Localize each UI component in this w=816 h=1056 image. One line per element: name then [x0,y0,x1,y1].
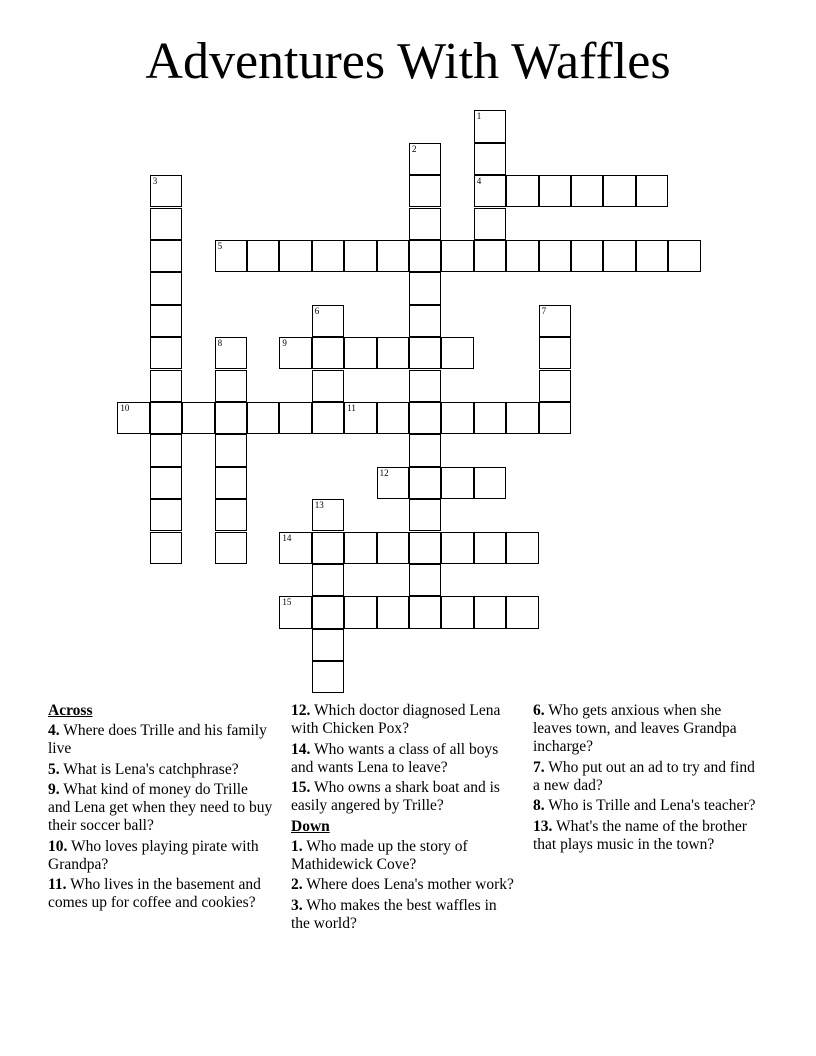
grid-cell[interactable] [539,370,571,402]
clues-column-3 [533,702,763,856]
grid-cell[interactable] [571,240,603,272]
cell-number: 9 [282,338,287,349]
clue-down-7: 7. Who put out an ad to try and find a new dad? [533,758,755,794]
grid-cell[interactable] [377,337,409,369]
down-heading: Down [291,817,330,835]
cell-number: 12 [379,467,389,478]
grid-cell[interactable] [539,240,571,272]
cell-number: 14 [282,532,292,543]
grid-cell[interactable] [474,467,506,499]
cell-number: 4 [476,176,482,187]
grid-cell[interactable] [279,596,311,628]
grid-cell[interactable] [506,175,538,207]
grid-cell[interactable] [474,110,506,142]
clue-down-6: 6. Who gets anxious when she leaves town, and leaves Grandpa incharge? [533,702,737,755]
cell-number: 8 [217,338,223,349]
grid-cell[interactable] [150,467,182,499]
grid-cell[interactable] [215,467,247,499]
grid-cell[interactable] [539,402,571,434]
grid-cell[interactable] [409,596,441,628]
grid-cell[interactable] [312,240,344,272]
grid-cell[interactable] [247,402,279,434]
grid-cell[interactable] [409,370,441,402]
grid-cell[interactable] [539,337,571,369]
grid-cell[interactable] [409,240,441,272]
grid-cell[interactable] [312,596,344,628]
grid-cell[interactable] [312,305,344,337]
cell-number: 5 [217,240,223,251]
grid-cell[interactable] [312,402,344,434]
grid-cell[interactable] [377,467,409,499]
clue-across-11: 11. Who lives in the basement and comes up for coffee and cookies? [48,876,261,911]
clue-down-1: 1. Who made up the story of Mathidewick Cove? [291,837,468,873]
grid-cell[interactable] [279,240,311,272]
grid-cell[interactable] [409,305,441,337]
grid-cell[interactable] [247,240,279,272]
clue-across-5: 5. What is Lena's catchphrase? [48,760,239,778]
clue-across-14: 14. Who wants a class of all boys and wants Lena to leave? [291,740,499,776]
grid-cell[interactable] [409,402,441,434]
grid-cell[interactable] [312,499,344,531]
grid-cell[interactable] [409,467,441,499]
grid-cell[interactable] [474,175,506,207]
grid-cell[interactable] [571,175,603,207]
grid-cell[interactable] [377,596,409,628]
clue-down-13: 13. What's the name of the brother that plays music in the town? [533,817,747,853]
cell-number: 6 [314,305,320,316]
grid-cell[interactable] [150,532,182,564]
grid-cell[interactable] [668,240,700,272]
grid-cell[interactable] [312,532,344,564]
grid-cell[interactable] [409,499,441,531]
grid-cell[interactable] [474,402,506,434]
grid-cell[interactable] [150,175,182,207]
grid-cell[interactable] [441,337,473,369]
grid-cell[interactable] [409,208,441,240]
cell-number: 11 [347,402,356,413]
grid-cell[interactable] [506,402,538,434]
grid-cell[interactable] [312,661,344,693]
across-heading: Across [48,702,93,719]
grid-cell[interactable] [150,305,182,337]
grid-cell[interactable] [441,596,473,628]
grid-cell[interactable] [474,532,506,564]
clues-column-1 [48,702,273,915]
grid-cell[interactable] [150,499,182,531]
grid-cell[interactable] [215,499,247,531]
grid-cell[interactable] [117,402,149,434]
grid-cell[interactable] [150,208,182,240]
grid-cell[interactable] [409,434,441,466]
grid-cell[interactable] [409,564,441,596]
grid-cell[interactable] [441,532,473,564]
cell-number: 2 [412,143,417,154]
grid-cell[interactable] [441,240,473,272]
grid-cell[interactable] [150,240,182,272]
grid-cell[interactable] [409,143,441,175]
grid-cell[interactable] [344,596,376,628]
grid-cell[interactable] [636,240,668,272]
clue-down-8: 8. Who is Trille and Lena's teacher? [533,797,756,814]
grid-cell[interactable] [506,240,538,272]
grid-cell[interactable] [279,337,311,369]
grid-cell[interactable] [150,272,182,304]
grid-cell[interactable] [150,370,182,402]
grid-cell[interactable] [539,305,571,337]
clue-across-4: 4. Where does Trille and his family live [48,722,267,757]
grid-cell[interactable] [441,467,473,499]
clue-down-3: 3. Who makes the best waffles in the world? [291,896,497,932]
grid-cell[interactable] [215,402,247,434]
grid-cell[interactable] [506,596,538,628]
cell-number: 1 [476,111,482,122]
cell-number: 15 [282,597,292,608]
cell-number: 3 [152,176,158,187]
grid-cell[interactable] [409,337,441,369]
clue-across-9: 9. What kind of money do Trille and Lena get when they need to buy their soccer ball? [48,781,273,834]
grid-cell[interactable] [474,143,506,175]
grid-cell[interactable] [474,208,506,240]
grid-cell[interactable] [215,337,247,369]
cell-number: 10 [120,402,130,413]
grid-cell[interactable] [150,402,182,434]
grid-cell[interactable] [150,337,182,369]
grid-cell[interactable] [215,434,247,466]
clue-across-10: 10. Who loves playing pirate with Grandpa? [48,837,259,873]
grid-cell[interactable] [409,532,441,564]
clue-down-2: 2. Where does Lena's mother work? [291,876,514,893]
grid-cell[interactable] [603,240,635,272]
grid-cell[interactable] [344,240,376,272]
grid-cell[interactable] [409,175,441,207]
grid-cell[interactable] [377,532,409,564]
grid-cell[interactable] [636,175,668,207]
grid-cell[interactable] [150,434,182,466]
grid-cell[interactable] [441,402,473,434]
grid-cell[interactable] [474,240,506,272]
grid-cell[interactable] [279,402,311,434]
clue-across-15: 15. Who owns a shark boat and is easily angered by Trille? [291,779,500,814]
grid-cell[interactable] [312,337,344,369]
grid-cell[interactable] [506,532,538,564]
grid-cell[interactable] [409,272,441,304]
clues-column-2 [291,702,519,935]
grid-cell[interactable] [377,240,409,272]
grid-cell[interactable] [182,402,214,434]
grid-cell[interactable] [474,596,506,628]
grid-cell[interactable] [344,532,376,564]
grid-cell[interactable] [603,175,635,207]
puzzle-title: Adventures With Waffles [145,33,671,90]
cell-number: 13 [314,500,324,511]
grid-cell[interactable] [279,532,311,564]
grid-cell[interactable] [377,402,409,434]
grid-cell[interactable] [344,402,376,434]
grid-cell[interactable] [215,532,247,564]
grid-cell[interactable] [344,337,376,369]
cell-number: 7 [541,305,547,316]
grid-cell[interactable] [312,564,344,596]
grid-cell[interactable] [539,175,571,207]
grid-cell[interactable] [215,240,247,272]
clue-across-12: 12. Which doctor diagnosed Lena with Chicken Pox? [291,702,501,737]
grid-cell[interactable] [312,629,344,661]
grid-cell[interactable] [215,370,247,402]
grid-cell[interactable] [312,370,344,402]
